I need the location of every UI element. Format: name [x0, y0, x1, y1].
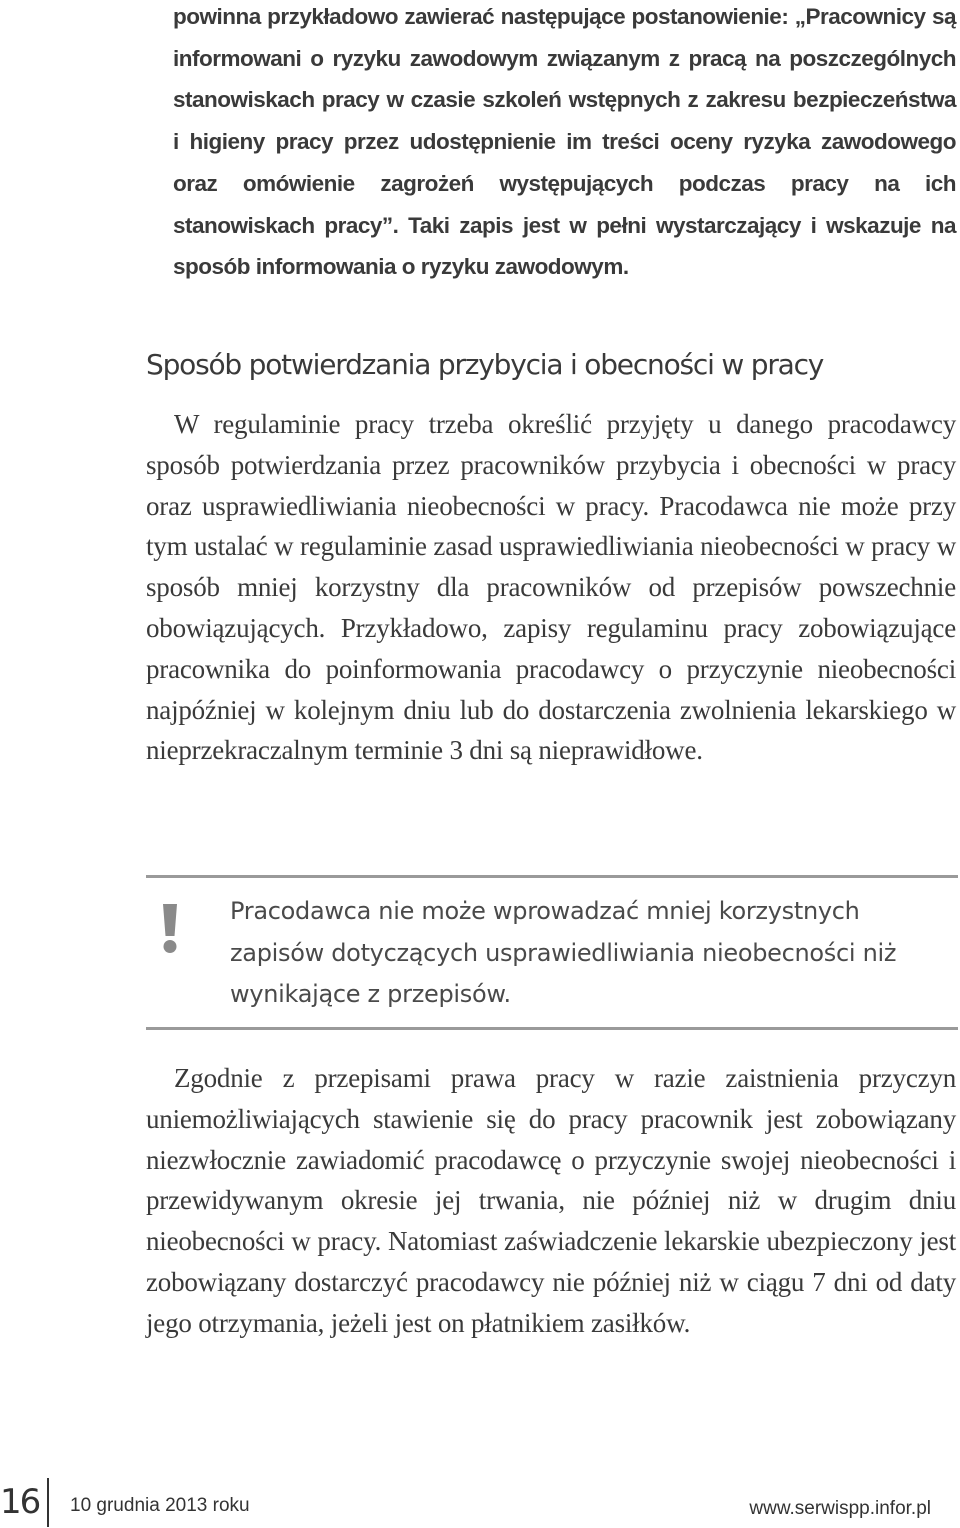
- body-paragraph-2: Zgodnie z przepisami prawa pracy w razie zaistnienia przyczyn uniemożliwiających stawienie się do pracy pracownik jest zobowiązany niezwłocznie zawiadomić pracodawcę o przyczynie swojej nieobecności i przewidywanym okresie jej trwania, nie później niż w drugim dniu nieobecności w pracy. Natomiast zaświadczenie lekarskie ubezpieczony jest zobowiązany dostarczyć pracodawcy nie później niż w ciągu 7 dni od daty jego otrzymania, jeżeli jest on płatnikiem zasiłków.: [146, 1063, 956, 1338]
- note-top-rule: [146, 875, 958, 878]
- footer-divider: [47, 1478, 49, 1527]
- exclamation-icon: [148, 903, 192, 953]
- footer-url: www.serwispp.infor.pl: [749, 1498, 931, 1519]
- footer-date: 10 grudnia 2013 roku: [70, 1495, 250, 1516]
- page-number: 16: [0, 1482, 40, 1522]
- body-paragraph-1: W regulaminie pracy trzeba określić przyjęty u danego pracodawcy sposób potwierdzania przez pracowników przybycia i obecności w pracy oraz usprawiedliwiania nieobecności w pracy. Pracodawca nie może przy tym ustalać w regulaminie zasad usprawiedliwiania nieobecności w pracy w sposób mniej korzystny dla pracowników od przepisów powszechnie obowiązujących. Przykładowo, zapisy regulaminu pracy zobowiązujące pracownika do poinformowania pracodawcy o przyczynie nieobecności najpóźniej w kolejnym dniu lub do dostarczenia zwolnienia lekarskiego w nieprzekraczalnym terminie 3 dni są nieprawidłowe.: [146, 409, 956, 766]
- intro-paragraph: powinna przykładowo zawierać następujące postanowienie: „Pracownicy są informowani o ryzyku zawodowym związanym z pracą na poszczególnych stanowiskach pracy w czasie szkoleń wstępnych z zakresu bezpieczeństwa i higieny pracy przez udostępnienie im treści oceny ryzyka zawodowego oraz omówienie zagrożeń występujących podczas pracy na ich stanowiskach pracy”. Taki zapis jest w pełni wystarczający i wskazuje na sposób informowania o ryzyku zawodowym.: [173, 4, 956, 280]
- note-bottom-rule: [146, 1027, 958, 1030]
- note-text: Pracodawca nie może wprowadzać mniej korzystnych zapisów dotyczących usprawiedliwiania nieobecności niż wynikające z przepisów.: [230, 897, 897, 1008]
- section-heading: Sposób potwierdzania przybycia i obecności w pracy: [146, 348, 824, 381]
